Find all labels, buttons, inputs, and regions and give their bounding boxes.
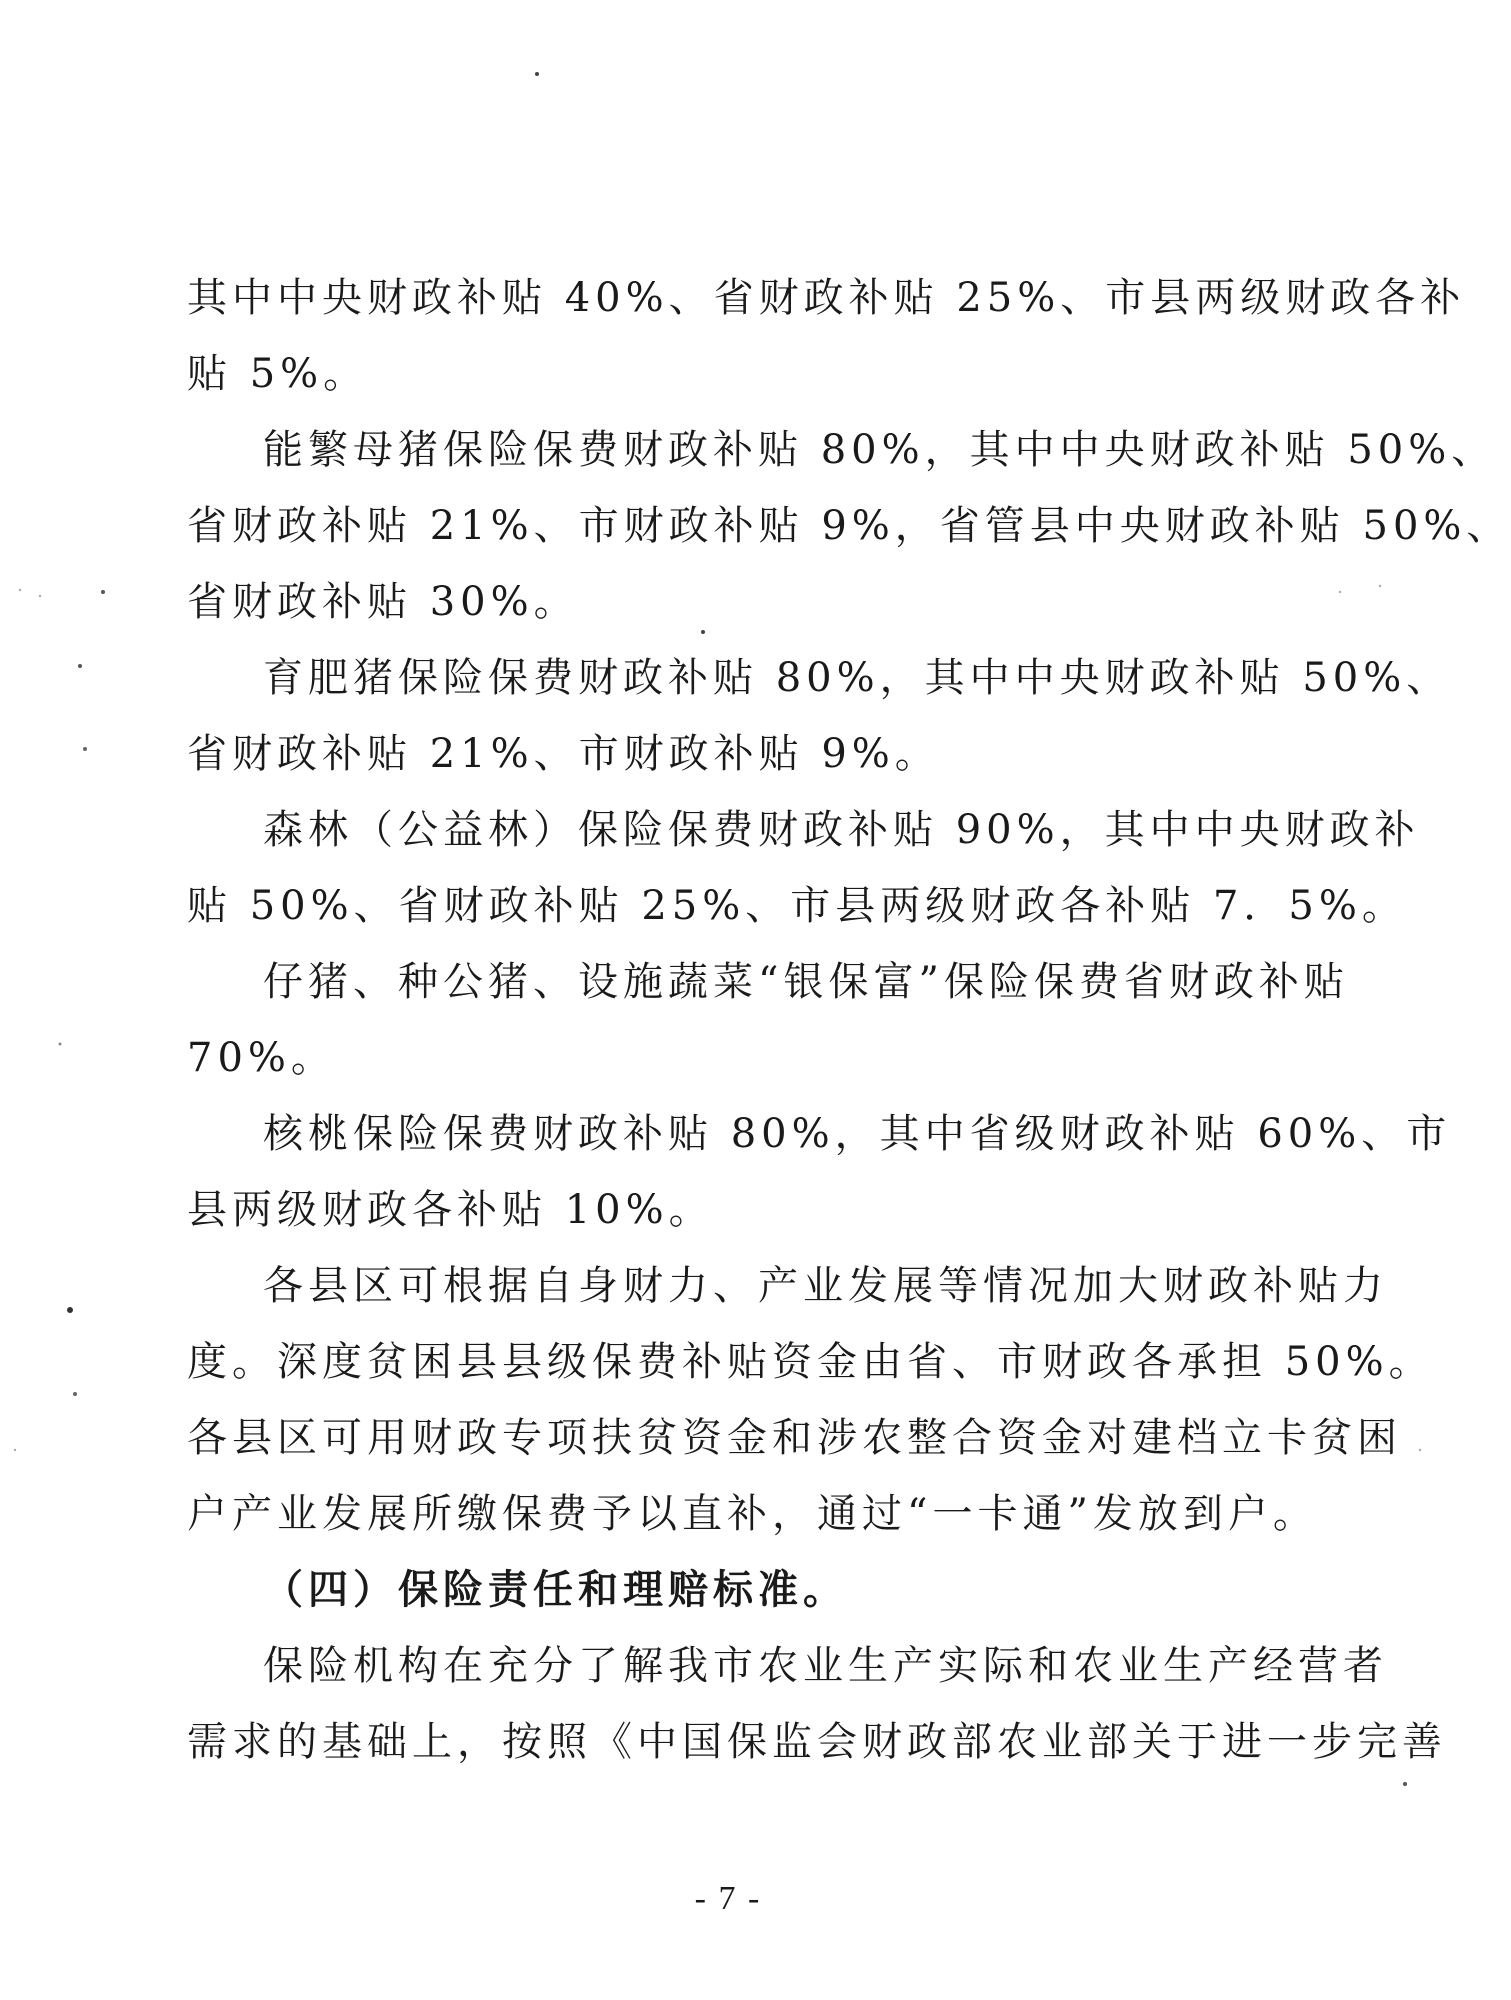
paragraph-line: 度。深度贫困县县级保费补贴资金由省、市财政各承担 50%。 [187, 1339, 1434, 1385]
page-number: - 7 - [694, 1880, 762, 1917]
paragraph-line: 核桃保险保费财政补贴 80%，其中省级财政补贴 60%、市 [263, 1111, 1452, 1157]
paragraph-line: 保险机构在充分了解我市农业生产实际和农业生产经营者 [263, 1643, 1388, 1689]
paragraph-line: 各县区可根据自身财力、产业发展等情况加大财政补贴力 [263, 1263, 1388, 1309]
paragraph-line: 仔猪、种公猪、设施蔬菜“银保富”保险保费省财政补贴 [263, 959, 1349, 1005]
paragraph-line: 育肥猪保险保费财政补贴 80%，其中中央财政补贴 50%、 [263, 655, 1452, 701]
section-heading: （四）保险责任和理赔标准。 [263, 1566, 848, 1613]
paragraph-line: 县两级财政各补贴 10%。 [187, 1187, 714, 1233]
paragraph-line: 能繁母猪保险保费财政补贴 80%，其中中央财政补贴 50%、 [263, 427, 1497, 473]
paragraph-line: 其中中央财政补贴 40%、省财政补贴 25%、市县两级财政各补 [187, 275, 1466, 321]
paragraph-line: 贴 50%、省财政补贴 25%、市县两级财政各补贴 7．5%。 [187, 883, 1407, 929]
paragraph-line: 省财政补贴 21%、市财政补贴 9%。 [187, 731, 940, 777]
paragraph-line: 70%。 [187, 1035, 336, 1081]
paragraph-line: 省财政补贴 30%。 [187, 579, 579, 625]
paragraph-line: 各县区可用财政专项扶贫资金和涉农整合资金对建档立卡贫困 [187, 1415, 1402, 1461]
paragraph-line: 贴 5%。 [187, 351, 369, 397]
paragraph-line: 需求的基础上，按照《中国保监会财政部农业部关于进一步完善 [187, 1719, 1447, 1765]
paragraph-line: 户产业发展所缴保费予以直补，通过“一卡通”发放到户。 [187, 1491, 1318, 1537]
body-text [187, 260, 1511, 1780]
paragraph-line: 森林（公益林）保险保费财政补贴 90%，其中中央财政补 [263, 807, 1420, 853]
paragraph-line: 省财政补贴 21%、市财政补贴 9%，省管县中央财政补贴 50%、 [187, 503, 1511, 549]
